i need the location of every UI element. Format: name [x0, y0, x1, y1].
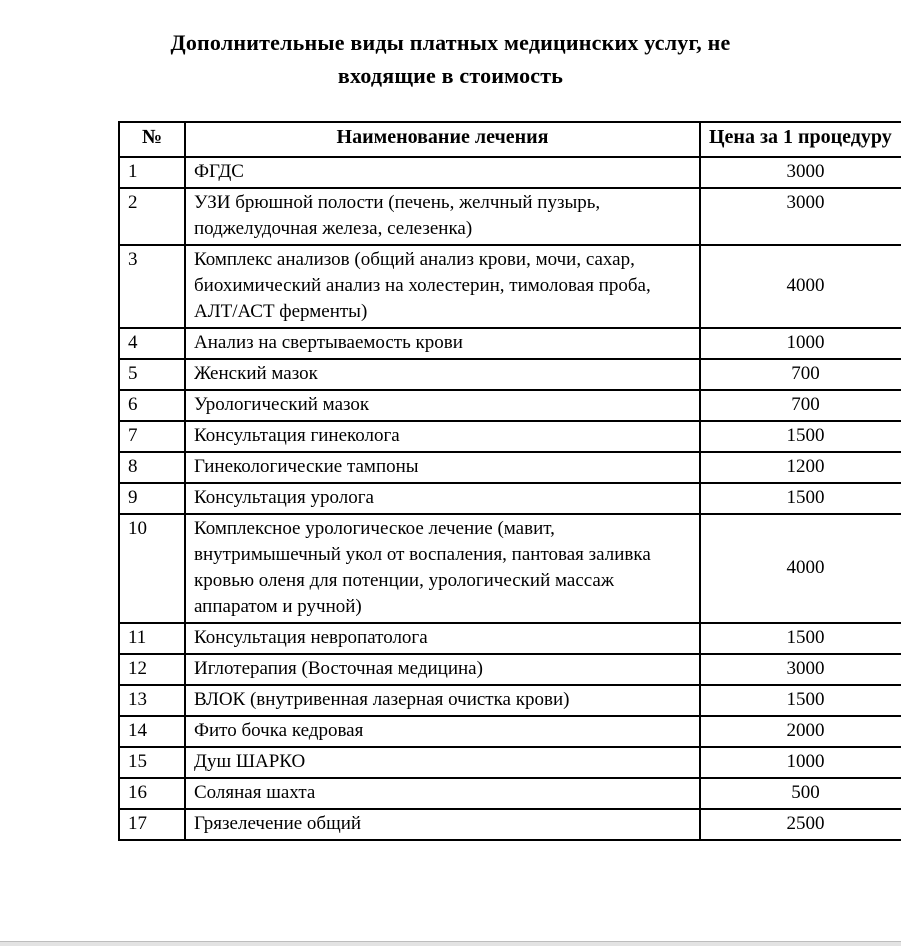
- service-price: 2500: [700, 809, 901, 840]
- table-row: [119, 359, 901, 390]
- service-price: 4000: [700, 245, 901, 328]
- service-name: Соляная шахта: [185, 778, 700, 809]
- table-row: [119, 421, 901, 452]
- table-row: [119, 778, 901, 809]
- service-price: 4000: [700, 514, 901, 623]
- header-service: Наименование лечения: [185, 122, 700, 157]
- row-number: 17: [119, 809, 185, 840]
- table-row: [119, 809, 901, 840]
- table-row: [119, 157, 901, 188]
- service-name: УЗИ брюшной полости (печень, желчный пузырь, поджелудочная железа, селезенка): [185, 188, 700, 245]
- window-bottom-edge: [0, 941, 901, 946]
- row-number: 9: [119, 483, 185, 514]
- header-number: №: [119, 122, 185, 157]
- service-price: 1200: [700, 452, 901, 483]
- service-price: 1500: [700, 483, 901, 514]
- service-name: Фито бочка кедровая: [185, 716, 700, 747]
- table-row: [119, 623, 901, 654]
- service-price: 2000: [700, 716, 901, 747]
- service-name: ФГДС: [185, 157, 700, 188]
- table-row: [119, 188, 901, 245]
- row-number: 6: [119, 390, 185, 421]
- service-name: Комплекс анализов (общий анализ крови, мочи, сахар, биохимический анализ на холестерин, тимоловая проба, АЛТ/АСТ ферменты): [185, 245, 700, 328]
- row-number: 11: [119, 623, 185, 654]
- service-price: 1500: [700, 623, 901, 654]
- row-number: 5: [119, 359, 185, 390]
- table-row: [119, 685, 901, 716]
- row-number: 10: [119, 514, 185, 623]
- table-row: [119, 747, 901, 778]
- header-price: Цена за 1 процедуру: [700, 122, 901, 157]
- service-price: 700: [700, 359, 901, 390]
- table-row: [119, 452, 901, 483]
- service-name: Гинекологические тампоны: [185, 452, 700, 483]
- row-number: 12: [119, 654, 185, 685]
- services-price-table: [118, 121, 901, 841]
- row-number: 2: [119, 188, 185, 245]
- row-number: 16: [119, 778, 185, 809]
- row-number: 13: [119, 685, 185, 716]
- row-number: 7: [119, 421, 185, 452]
- table-row: [119, 328, 901, 359]
- service-name: Консультация уролога: [185, 483, 700, 514]
- table-row: [119, 514, 901, 623]
- page-title: Дополнительные виды платных медицинских услуг, не входящие в стоимость: [170, 30, 731, 88]
- service-price: 1500: [700, 685, 901, 716]
- service-name: Грязелечение общий: [185, 809, 700, 840]
- service-price: 3000: [700, 157, 901, 188]
- row-number: 3: [119, 245, 185, 328]
- service-price: 1000: [700, 747, 901, 778]
- table-row: [119, 716, 901, 747]
- table-row: [119, 245, 901, 328]
- service-name: Иглотерапия (Восточная медицина): [185, 654, 700, 685]
- service-name: Анализ на свертываемость крови: [185, 328, 700, 359]
- service-price: 3000: [700, 188, 901, 245]
- row-number: 14: [119, 716, 185, 747]
- service-name: Женский мазок: [185, 359, 700, 390]
- row-number: 15: [119, 747, 185, 778]
- table-row: [119, 483, 901, 514]
- service-price: 500: [700, 778, 901, 809]
- service-name: Урологический мазок: [185, 390, 700, 421]
- service-price: 3000: [700, 654, 901, 685]
- row-number: 1: [119, 157, 185, 188]
- service-price: 1500: [700, 421, 901, 452]
- table-row: [119, 390, 901, 421]
- service-name: Комплексное урологическое лечение (мавит, внутримышечный укол от воспаления, пантовая заливка кровью оленя для потенции, урологический массаж аппаратом и ручной): [185, 514, 700, 623]
- service-name: ВЛОК (внутривенная лазерная очистка крови): [185, 685, 700, 716]
- table-row: [119, 654, 901, 685]
- service-price: 700: [700, 390, 901, 421]
- table-header-row: [119, 122, 901, 157]
- service-name: Душ ШАРКО: [185, 747, 700, 778]
- service-price: 1000: [700, 328, 901, 359]
- service-name: Консультация невропатолога: [185, 623, 700, 654]
- row-number: 8: [119, 452, 185, 483]
- row-number: 4: [119, 328, 185, 359]
- service-name: Консультация гинеколога: [185, 421, 700, 452]
